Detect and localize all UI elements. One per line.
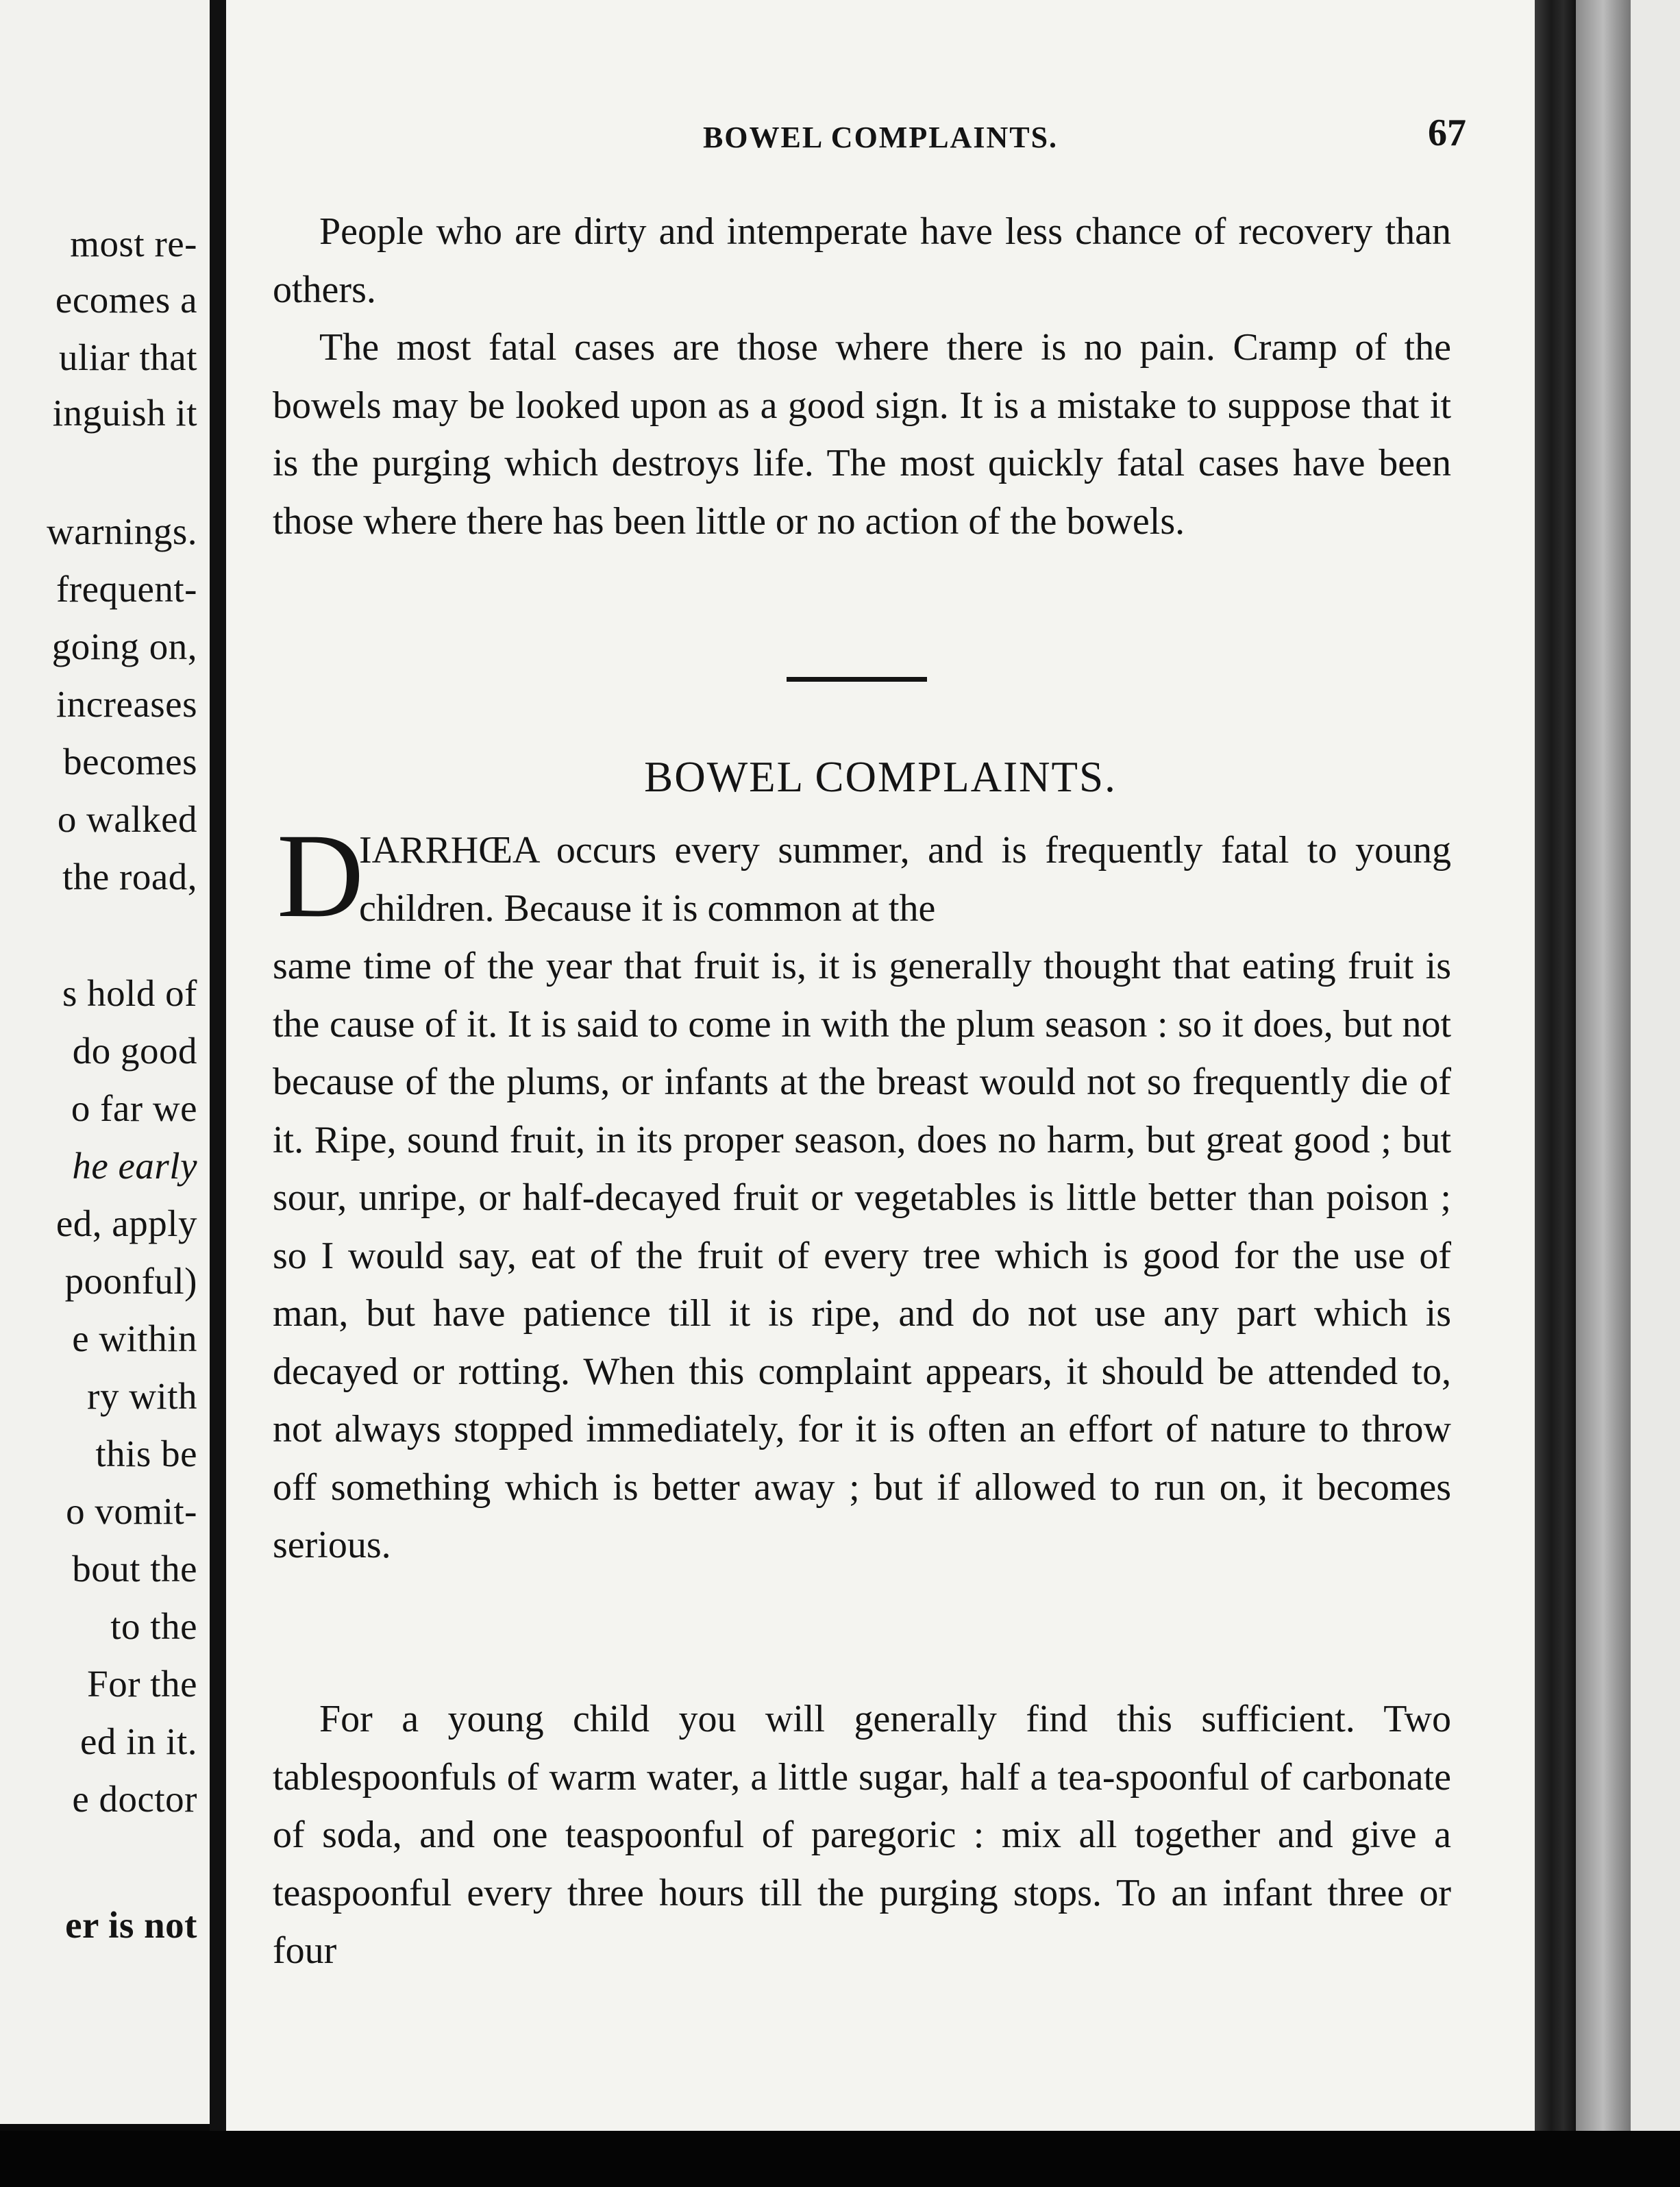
- left-page-fragment: s hold of: [62, 972, 197, 1014]
- left-page-fragment: o walked: [57, 798, 197, 840]
- left-page-fragment: he early: [72, 1145, 197, 1187]
- left-page-fragment: most re-: [70, 223, 197, 264]
- right-page: [226, 0, 1535, 2131]
- paragraph: [273, 319, 1451, 550]
- left-page-fragment: inguish it: [52, 392, 197, 434]
- section-divider: [787, 677, 927, 682]
- left-page-fragment: o vomit-: [66, 1490, 197, 1532]
- left-page-fragment: e doctor: [72, 1778, 197, 1820]
- scan-border: [0, 2131, 1680, 2187]
- left-page-fragment: frequent-: [55, 568, 197, 610]
- left-page-fragment: ed in it.: [79, 1720, 197, 1762]
- left-page-fragment: e within: [72, 1318, 197, 1359]
- paragraph: same time of the year that fruit is, it is generally thought that eating fruit is the cause of it. It is said to come in with the plum season : so it does, but not because of the plums, or infants at the breast would not so frequently die of it. Ripe, sound fruit, in its proper season, does no harm, but great good ; but sour, unripe, or half-decayed fruit or vegetables is little better than poison ; so I would say, eat of the fruit of every tree which is good for the use of man, but have patience till it is ripe, and do not use any part which is decayed or rotting. When this complaint appears, it should be attended to, not always stopped immediately, for it is often an effort of nature to throw off something which is better away ; but if allowed to run on, it becomes serious.: [273, 945, 1451, 1566]
- drop-cap: D: [277, 809, 365, 943]
- left-page-fragment: er is not: [65, 1904, 197, 1946]
- paragraph-text: The most fatal cases are those where there is no pain. Cramp of the bowels may be looked upon as a good sign. It is a mistake to suppose that it is the purging which destroys life. The most quickly fatal cases have been those where there has been little or no action of the bowels.: [273, 326, 1451, 543]
- left-page-fragment: this be: [95, 1433, 197, 1474]
- book-page-edge: [1535, 0, 1576, 2187]
- book-gutter: [210, 0, 226, 2187]
- left-page-fragment: the road,: [62, 856, 197, 898]
- paragraph-opening-lines: IARRHŒA occurs every summer, and is frequently fatal to young children. Because it is common at the: [359, 829, 1451, 930]
- book-page-edge: [1631, 0, 1680, 2187]
- book-page-edge: [1576, 0, 1631, 2187]
- left-page-fragment: do good: [72, 1030, 197, 1072]
- paragraph-text: For a young child you will generally find this sufficient. Two tablespoonfuls of warm water, a little sugar, half a tea-spoonful of carbonate of soda, and one teaspoonful of paregoric : mix all together and give a teaspoonful every three hours till the purging stops. To an infant three or four: [273, 1698, 1451, 1972]
- left-page-fragment: For the: [87, 1663, 197, 1705]
- left-page-fragment: o far we: [71, 1087, 197, 1129]
- left-page-fragment: uliar that: [58, 336, 197, 378]
- left-page-fragment: ecomes a: [55, 279, 197, 321]
- left-page-fragment: bout the: [72, 1548, 197, 1590]
- left-page-fragment: going on,: [51, 626, 197, 667]
- left-page-fragment: becomes: [63, 741, 197, 782]
- paragraph-text: People who are dirty and intemperate have less chance of recovery than others.: [273, 210, 1451, 311]
- section-heading: BOWEL COMPLAINTS.: [644, 753, 1117, 801]
- left-page-fragment: poonful): [64, 1260, 197, 1302]
- running-head: BOWEL COMPLAINTS.: [702, 121, 1059, 154]
- left-page-fragment: warnings.: [47, 510, 197, 552]
- paragraph: [273, 203, 1451, 319]
- paragraph: [273, 1690, 1451, 1980]
- left-facing-page: [0, 0, 210, 2124]
- left-page-fragment: increases: [55, 683, 197, 725]
- left-page-fragment: ed, apply: [55, 1202, 197, 1244]
- left-page-fragment: to the: [110, 1605, 197, 1647]
- page-number: 67: [1428, 112, 1466, 154]
- left-page-fragment: ry with: [87, 1375, 197, 1417]
